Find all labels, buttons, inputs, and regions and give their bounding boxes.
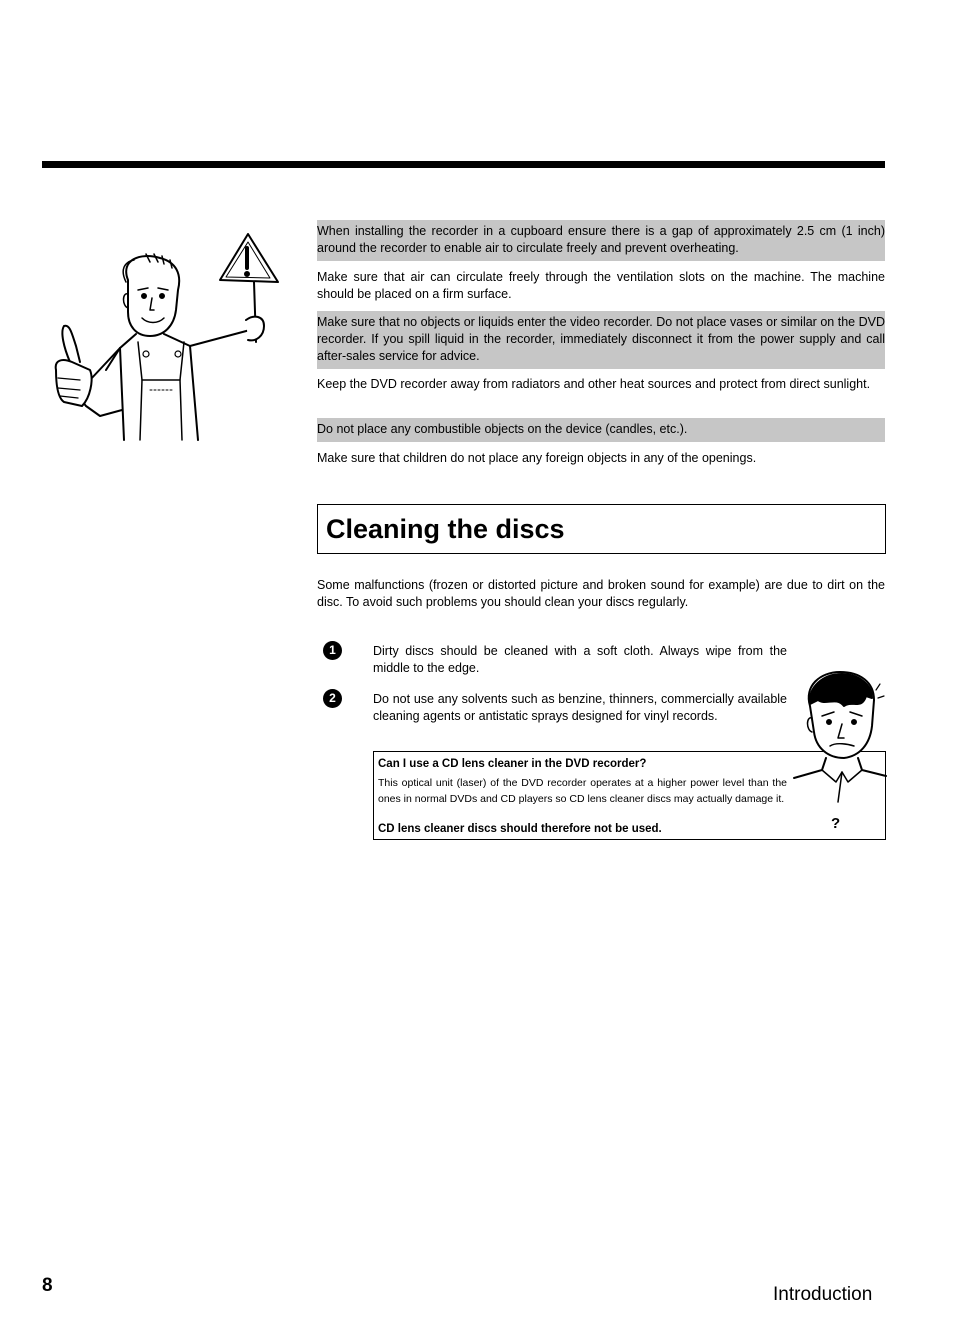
safety-paragraph-children: Make sure that children do not place any foreign objects in any of the openings. [317, 451, 757, 465]
safety-paragraph-heat: Keep the DVD recorder away from radiators and other heat sources and protect from direct sunlight. [317, 377, 871, 391]
tip-question-mark: ? [831, 815, 841, 832]
warning-man-illustration [50, 230, 290, 445]
section-heading: Cleaning the discs [326, 514, 565, 544]
page-number: 8 [42, 1275, 53, 1296]
step-1-number: 1 [323, 641, 342, 660]
safety-paragraph-combustible: Do not place any combustible objects on the device (candles, etc.). [317, 418, 885, 442]
top-rule [42, 161, 885, 168]
safety-paragraph-liquids: Make sure that no objects or liquids enter the video recorder. Do not place vases or similar on the DVD recorder. If you spill liquid in the recorder, immediately disconnect it from the power supply and call after-sales service for advice. [317, 311, 885, 369]
safety-paragraph-ventilation: Make sure that air can circulate freely through the ventilation slots on the machine. The machine should be placed on a firm surface. [317, 270, 885, 301]
step-2-text: Do not use any solvents such as benzine, thinners, commercially available cleaning agents or antistatic sprays designed for vinyl records. [373, 692, 787, 723]
section-heading-box [317, 504, 886, 554]
tip-question: Can I use a CD lens cleaner in the DVD recorder? [378, 758, 647, 770]
tip-body: This optical unit (laser) of the DVD recorder operates at a higher power level than the ones in normal DVDs and CD players so CD lens cleaner discs may actually damage it. [378, 777, 787, 805]
footer-section-name: Introduction [773, 1284, 873, 1305]
safety-paragraph-cupboard: When installing the recorder in a cupboard ensure there is a gap of approximately 2.5 cm (1 inch) around the recorder to enable air to circulate freely and prevent overheating. [317, 220, 885, 261]
cleaning-intro: Some malfunctions (frozen or distorted picture and broken sound for example) are due to dirt on the disc. To avoid such problems you should clean your discs regularly. [317, 578, 885, 609]
step-2-number: 2 [323, 689, 342, 708]
tip-answer: CD lens cleaner discs should therefore not be used. [378, 823, 662, 835]
puzzled-man-illustration [792, 666, 886, 806]
step-1-text: Dirty discs should be cleaned with a soft cloth. Always wipe from the middle to the edge. [373, 644, 787, 675]
